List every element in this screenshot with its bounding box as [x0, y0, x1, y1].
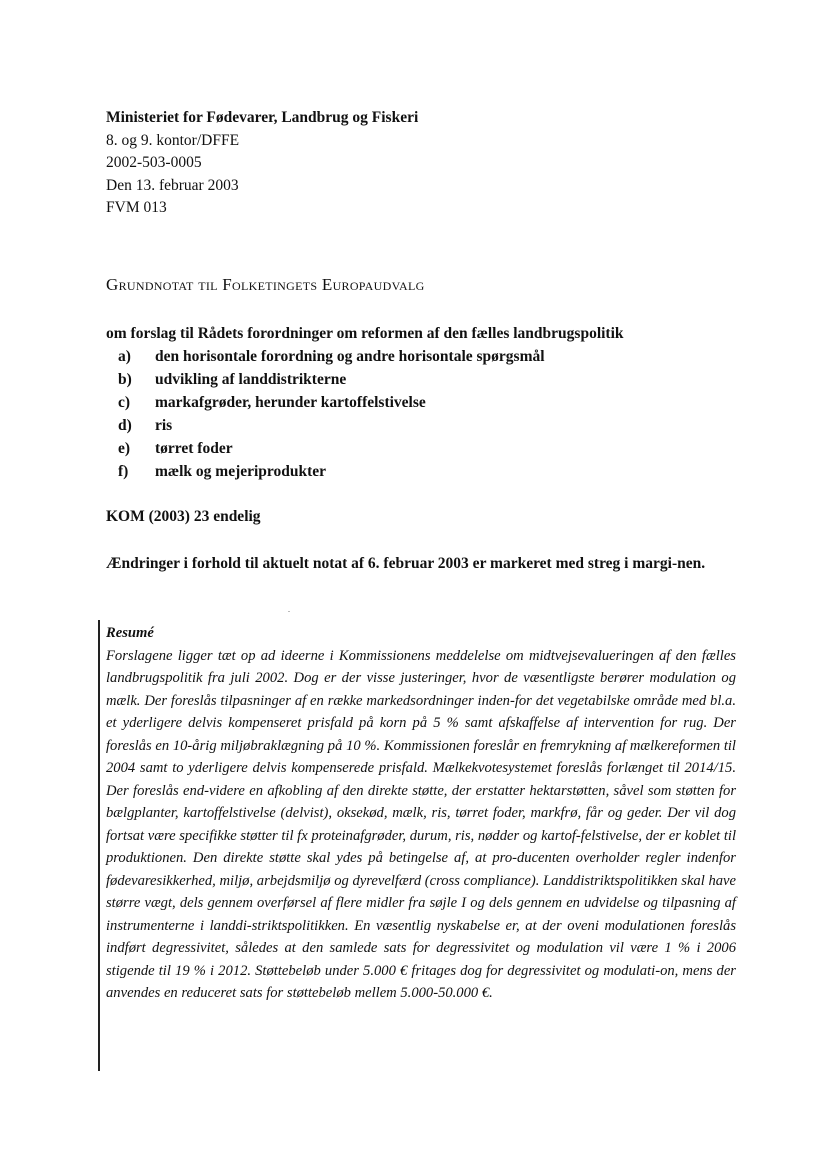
document-header [106, 107, 418, 220]
office-line: 8. og 9. kontor/DFFE [106, 131, 240, 149]
scan-speck [288, 611, 290, 612]
list-text: tørret foder [155, 440, 233, 457]
subject-block [106, 322, 624, 483]
subject-intro: om forslag til Rådets forordninger om reformen af den fælles landbrugspolitik [106, 325, 624, 342]
list-text: markafgrøder, herunder kartoffelstivelse [155, 394, 426, 411]
list-letter: f) [118, 463, 129, 480]
document-date: Den 13. februar 2003 [106, 176, 239, 194]
list-item [118, 391, 624, 414]
list-text: udvikling af landdistrikterne [155, 371, 347, 388]
resume-heading: Resumé [106, 625, 154, 641]
list-letter: e) [118, 440, 131, 457]
list-item [118, 437, 624, 460]
case-number: 2002-503-0005 [106, 154, 202, 171]
list-item [118, 414, 624, 437]
list-letter: d) [118, 417, 132, 434]
list-text: den horisontale forordning og andre horisontale spørgsmål [155, 348, 545, 365]
ministry-name: Ministeriet for Fødevarer, Landbrug og Fiskeri [106, 109, 419, 126]
list-item [118, 368, 624, 391]
list-item [118, 345, 624, 368]
list-item [118, 460, 624, 483]
list-text: ris [155, 417, 173, 434]
document-title: Grundnotat til Folketingets Europaudvalg [106, 275, 425, 294]
reference-code: FVM 013 [106, 199, 167, 216]
list-text: mælk og mejeriprodukter [155, 463, 327, 480]
list-letter: a) [118, 348, 131, 365]
resume-text: Forslagene ligger tæt op ad ideerne i Kommissionens meddelelse om midtvejsevalueringen af den fælles landbrugspolitik fra juli 2002. Dog er der visse justeringer, hvor de væsentligste berører modulation og mælk. Der foreslås tilpasninger af en række markedsordninger inden-for det vegetabilske område med bl.a. et yderligere delvis kompenseret prisfald på korn på 5 % samt afskaffelse af intervention for rug. Der foreslås en 10-årig miljøbraklægning på 10 %. Kommissionen foreslår en fremrykning af mælkereformen til 2004 samt to yderligere delvis kompenserede prisfald. Mælkekvotesystemet foreslås forlænget til 2014/15. Der foreslås end-videre en afkobling af den direkte støtte, der erstatter hektarstøtten, såvel som støtten for bælgplanter, kartoffelstivelse (delvist), oksekød, mælk, ris, tørret foder, markfrø, får og geder. Der vil dog fortsat være specifikke støtter til fx proteinafgrøder, durum, ris, nødder og kartof-felstivelse, der er koblet til produktionen. Den direkte støtte skal ydes på betingelse af, at pro-ducenten overholder regler indenfor fødevaresikkerhed, miljø, arbejdsmiljø og dyrevelfærd (cross compliance). Landdistriktspolitikken skal have større vægt, dels gennem overførsel af flere midler fra søjle I og dels gennem en udvidelse og tilpasning af instrumenterne i landdi-striktspolitikken. En væsentlig nyskabelse er, at der oveni modulationen foreslås indført degressivitet, således at den samlede sats for degressivitet og modulation vil være 1 % i 2006 stigende til 19 % i 2012. Støttebeløb under 5.000 € fritages dog for degressivitet og modulati-on, mens der anvendes en reduceret sats for støttebeløb mellem 5.000-50.000 €. [106, 647, 737, 1001]
margin-change-bar [98, 620, 100, 1071]
kom-reference: KOM (2003) 23 endelig [106, 508, 261, 525]
list-letter: c) [118, 394, 131, 411]
resume-section [106, 622, 736, 1005]
list-letter: b) [118, 371, 132, 388]
change-note: Ændringer i forhold til aktuelt notat af 6. februar 2003 er markeret med streg i margi-nen. [106, 555, 706, 572]
subject-list [106, 345, 624, 483]
